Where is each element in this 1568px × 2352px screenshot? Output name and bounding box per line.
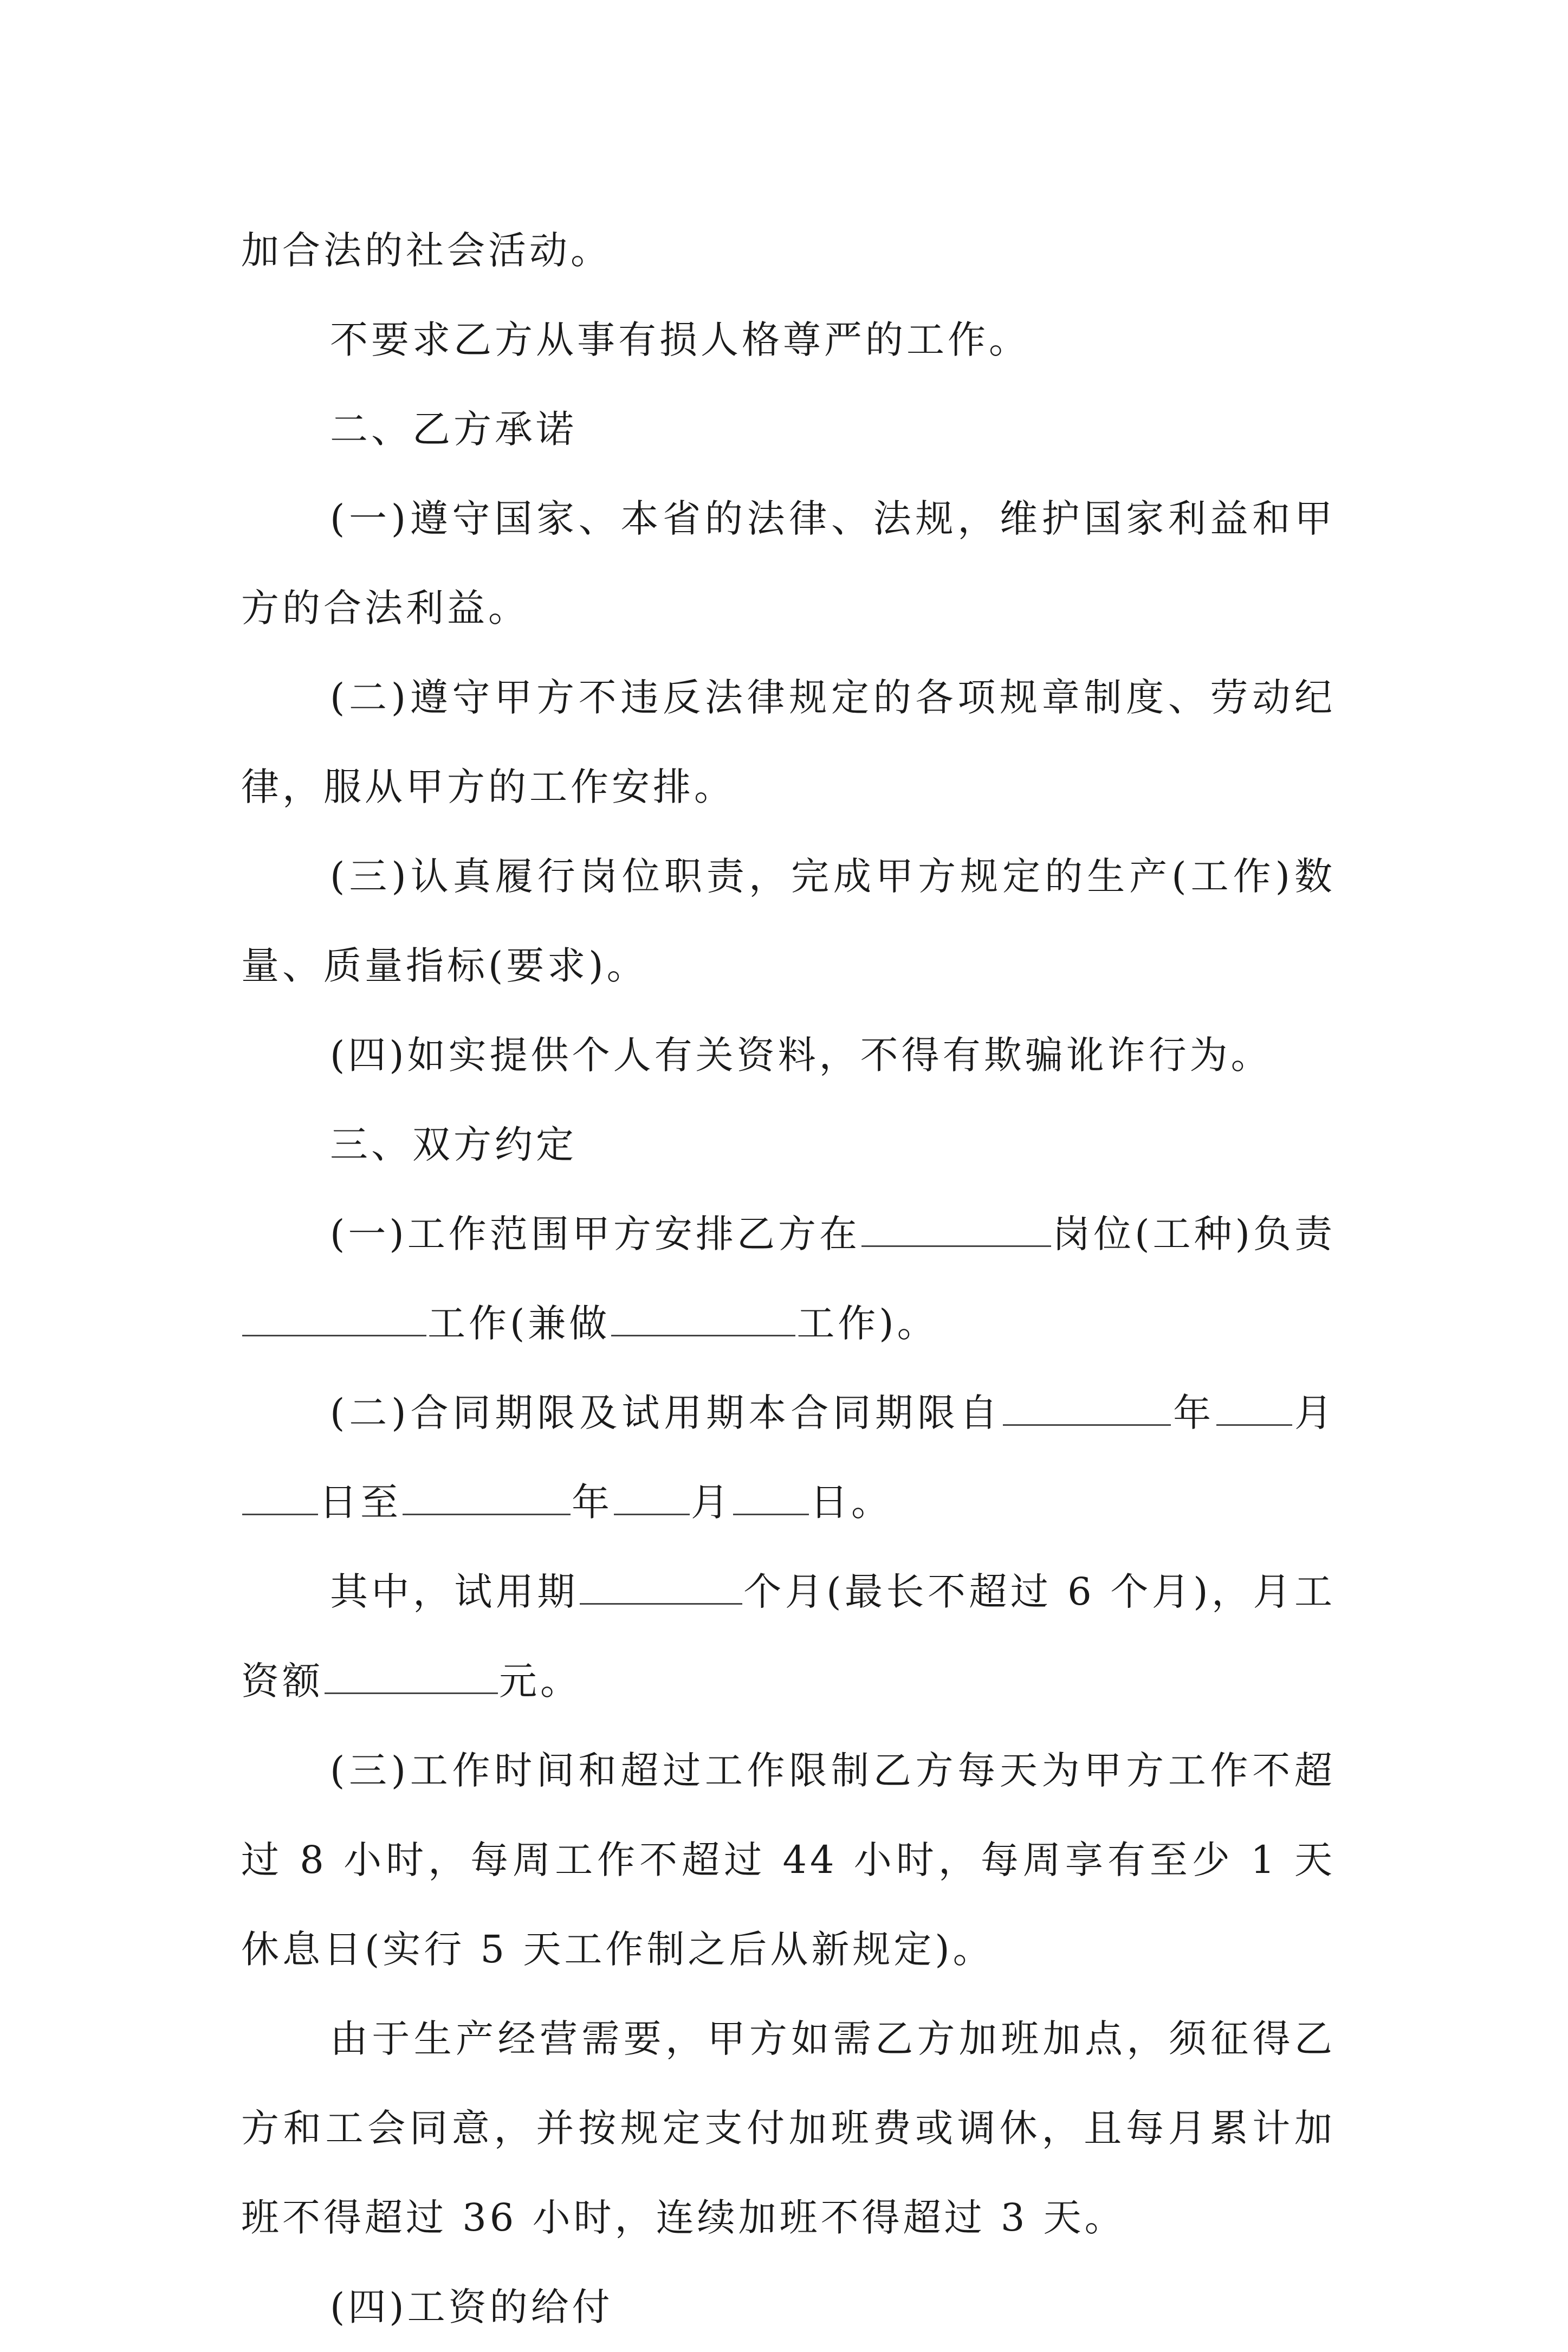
start-month-blank[interactable] [1216,1394,1292,1426]
term-text-d: 日至 [319,1480,401,1524]
agreement-item-working-hours: (三)工作时间和超过工作限制乙方每天为甲方工作不超过 8 小时，每周工作不超过 44 小时，每周享有至少 1 天休息日(实行 5 天工作制之后从新规定)。 [241,1748,1336,1972]
term-text-e: 年 [572,1480,613,1524]
agreement-item-wage-payment: (四)工资的给付 [330,2285,613,2329]
probation-text-b: 个月(最长不超过 6 个月)，月工资额 [241,1569,1336,1703]
term-text-a: (二)合同期限及试用期本合同期限自 [330,1391,1002,1435]
term-text-c: 月 [1293,1391,1336,1435]
monthly-wage-blank[interactable] [325,1662,498,1694]
commitment-item-4: (四)如实提供个人有关资料，不得有欺骗讹诈行为。 [330,1033,1272,1077]
work-scope-text-b: 岗位(工种)负责 [1052,1212,1336,1256]
commitment-item-1: (一)遵守国家、本省的法律、法规，维护国家利益和甲方的合法利益。 [241,496,1336,630]
probation-text-a: 其中，试用期 [330,1569,579,1614]
position-blank[interactable] [861,1215,1051,1247]
agreement-item-contract-term [241,1368,1336,1547]
start-day-blank[interactable] [242,1483,318,1515]
probation-months-blank[interactable] [580,1573,742,1605]
term-text-g: 日。 [810,1480,892,1524]
work-blank[interactable] [242,1304,426,1336]
document-page [241,206,1336,2352]
end-day-blank[interactable] [733,1483,809,1515]
commitment-item-3: (三)认真履行岗位职责，完成甲方规定的生产(工作)数量、质量指标(要求)。 [241,854,1336,988]
agreement-item-probation [241,1547,1336,1726]
section-heading-mutual-agreement: 三、双方约定 [330,1122,577,1167]
end-month-blank[interactable] [614,1483,690,1515]
side-work-blank[interactable] [611,1304,795,1336]
agreement-item-work-scope [241,1190,1336,1368]
paragraph-overtime: 由于生产经营需要，甲方如需乙方加班加点，须征得乙方和工会同意，并按规定支付加班费或调休，且每月累计加班不得超过 36 小时，连续加班不得超过 3 天。 [241,2017,1336,2240]
term-text-f: 月 [691,1480,732,1524]
end-year-blank[interactable] [403,1483,571,1515]
paragraph-continuation: 加合法的社会活动。 [241,228,612,273]
commitment-item-2: (二)遵守甲方不违反法律规定的各项规章制度、劳动纪律，服从甲方的工作安排。 [241,675,1336,809]
probation-text-c: 元。 [499,1659,581,1703]
start-year-blank[interactable] [1003,1394,1171,1426]
work-scope-text-a: (一)工作范围甲方安排乙方在 [330,1212,861,1256]
section-heading-party-b-commitments: 二、乙方承诺 [330,407,577,451]
work-scope-text-d: 工作)。 [796,1301,938,1346]
term-text-b: 年 [1172,1391,1216,1435]
paragraph-no-degrading-work: 不要求乙方从事有损人格尊严的工作。 [330,318,1030,362]
work-scope-text-c: 工作(兼做 [427,1301,611,1346]
